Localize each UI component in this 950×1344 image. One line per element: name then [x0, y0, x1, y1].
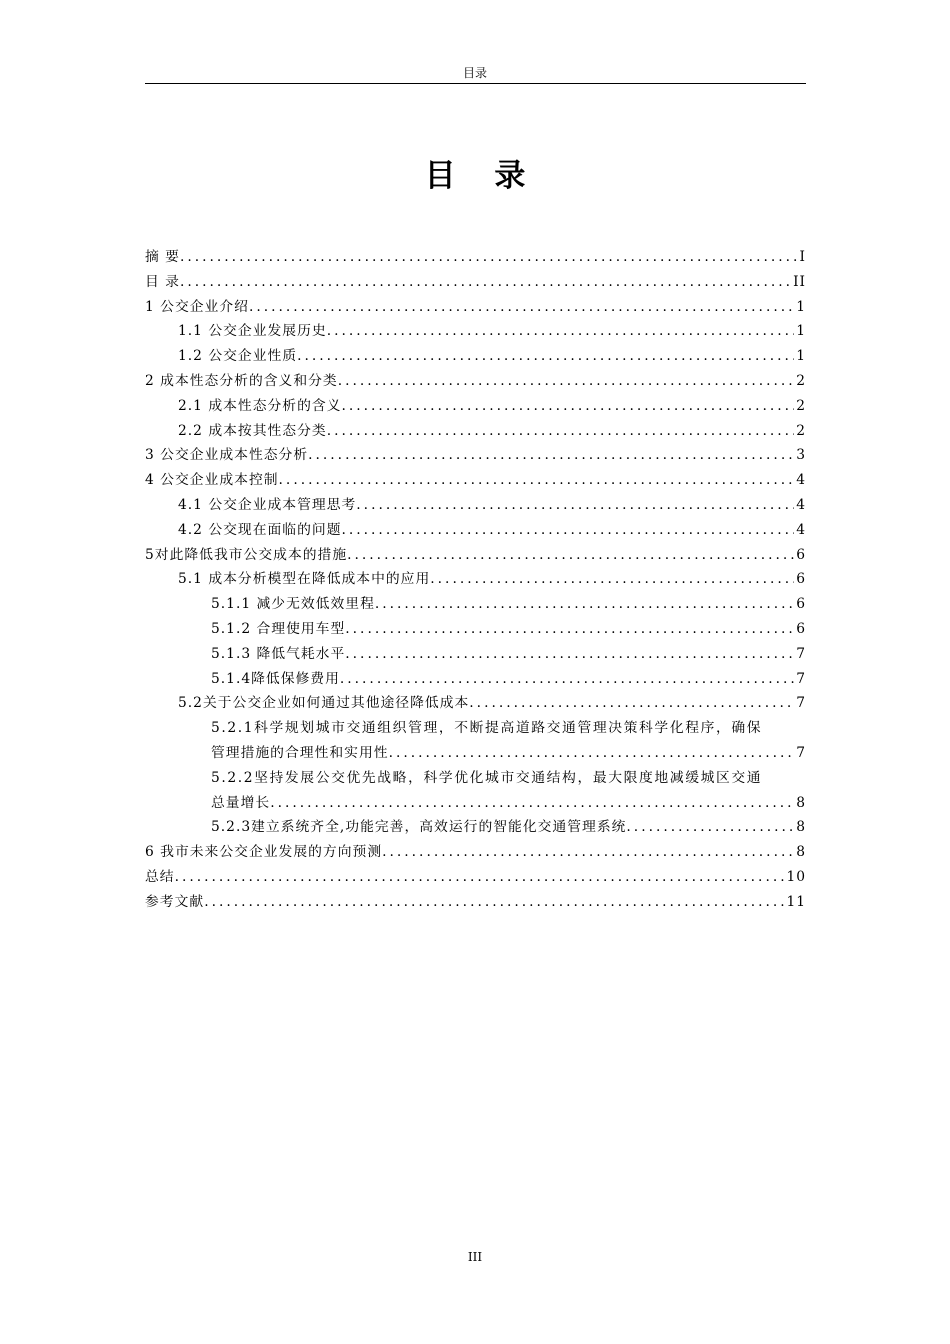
dot-leader	[327, 419, 795, 444]
toc-entry-page: 6	[796, 620, 806, 637]
dot-leader	[297, 344, 794, 369]
dot-leader	[347, 543, 794, 568]
toc-entry-page: 4	[796, 496, 806, 513]
toc-entry[interactable]	[145, 890, 806, 915]
toc-entry-label: 1.2 公交企业性质	[178, 348, 298, 365]
toc-entry-page: 3	[796, 447, 806, 464]
dot-leader	[204, 890, 784, 915]
toc-entry-page: 2	[796, 372, 806, 389]
toc-entry-label: 5.1.3 降低气耗水平	[211, 645, 346, 662]
dot-leader	[626, 815, 794, 840]
toc-entry-page: 11	[786, 893, 806, 910]
toc-entry-page: 2	[796, 422, 806, 439]
dot-leader	[249, 295, 794, 320]
page-number: III	[467, 1250, 483, 1264]
dot-leader	[469, 691, 794, 716]
toc-entry-page: 7	[796, 670, 806, 687]
toc-entry-label: 总量增长	[211, 794, 271, 811]
toc-entry[interactable]	[145, 815, 806, 840]
toc-entry[interactable]	[145, 295, 806, 320]
dot-leader	[342, 518, 795, 543]
toc-entry-label: 4.1 公交企业成本管理思考	[178, 496, 357, 513]
dot-leader	[375, 592, 794, 617]
dot-leader	[175, 865, 785, 890]
toc-entry[interactable]	[145, 840, 806, 865]
toc-entry-label: 5.1.4降低保修费用	[211, 670, 340, 687]
dot-leader	[180, 245, 798, 270]
toc-entry-label: 5.2.3建立系统齐全,功能完善，高效运行的智能化交通管理系统	[211, 819, 627, 836]
toc-entry[interactable]	[145, 319, 806, 344]
toc-entry[interactable]	[145, 419, 806, 444]
toc-entry-label: 管理措施的合理性和实用性	[211, 744, 389, 761]
toc-entry-page: 6	[796, 596, 806, 613]
toc-entry-continuation	[145, 791, 806, 816]
toc-entry[interactable]	[145, 344, 806, 369]
dot-leader	[340, 667, 794, 692]
dot-leader	[279, 468, 795, 493]
toc-entry-page: 4	[796, 472, 806, 489]
toc-entry-wrapped[interactable]	[145, 766, 806, 816]
toc-entry-page: 1	[796, 298, 806, 315]
toc-entry-label: 摘 要	[145, 249, 180, 265]
toc-entry[interactable]	[145, 443, 806, 468]
toc-entry[interactable]	[145, 369, 806, 394]
toc-entry-page: I	[799, 249, 806, 265]
header-rule	[145, 83, 806, 84]
toc-entry-page: 4	[796, 521, 806, 538]
dot-leader	[270, 791, 794, 816]
dot-leader	[180, 270, 791, 295]
toc-entry-page: 7	[796, 695, 806, 712]
toc-entry[interactable]	[145, 592, 806, 617]
table-of-contents	[145, 245, 806, 915]
toc-entry[interactable]	[145, 667, 806, 692]
toc-entry-page: 8	[796, 819, 806, 836]
toc-entry-label: 4.2 公交现在面临的问题	[178, 521, 342, 538]
toc-entry[interactable]	[145, 617, 806, 642]
running-header: 目录	[462, 66, 487, 80]
toc-entry[interactable]	[145, 865, 806, 890]
toc-entry-first-line: 5.2.1科学规划城市交通组织管理，不断提高道路交通管理决策科学化程序，确保	[211, 720, 763, 737]
toc-entry-label: 5.1.1 减少无效低效里程	[211, 596, 375, 613]
toc-entry[interactable]	[145, 245, 806, 270]
toc-entry-label: 2 成本性态分析的含义和分类	[145, 372, 338, 389]
toc-entry-page: 7	[796, 645, 806, 662]
toc-entry-label: 5对此降低我市公交成本的措施	[145, 546, 348, 563]
dot-leader	[345, 642, 794, 667]
toc-entry-page: 8	[796, 844, 806, 861]
toc-entry[interactable]	[145, 567, 806, 592]
dot-leader	[356, 493, 794, 518]
toc-entry-label: 5.2关于公交企业如何通过其他途径降低成本	[178, 695, 470, 712]
dot-leader	[338, 369, 794, 394]
toc-entry-label: 参考文献	[145, 893, 205, 910]
toc-entry-label: 2.1 成本性态分析的含义	[178, 397, 342, 414]
dot-leader	[430, 567, 794, 592]
toc-entry[interactable]	[145, 518, 806, 543]
toc-entry-label: 6 我市未来公交企业发展的方向预测	[145, 844, 383, 861]
dot-leader	[382, 840, 794, 865]
toc-entry-label: 总结	[145, 868, 175, 885]
toc-entry-label: 4 公交企业成本控制	[145, 472, 279, 489]
toc-entry-label: 5.1 成本分析模型在降低成本中的应用	[178, 571, 431, 588]
toc-entry-page: 6	[796, 571, 806, 588]
toc-entry-page: 8	[796, 794, 806, 811]
dot-leader	[327, 319, 795, 344]
toc-entry[interactable]	[145, 270, 806, 295]
toc-entry-wrapped[interactable]	[145, 716, 806, 766]
page-title: 目 录	[424, 158, 540, 194]
toc-entry-label: 目 录	[145, 273, 180, 290]
toc-entry-label: 2.2 成本按其性态分类	[178, 422, 327, 439]
toc-entry-label: 3 公交企业成本性态分析	[145, 447, 309, 464]
toc-entry[interactable]	[145, 493, 806, 518]
toc-entry[interactable]	[145, 468, 806, 493]
toc-entry-page: 2	[796, 397, 806, 414]
toc-entry-continuation	[145, 741, 806, 766]
toc-entry[interactable]	[145, 394, 806, 419]
toc-entry-page: 10	[786, 868, 806, 885]
dot-leader	[389, 741, 795, 766]
dot-leader	[308, 443, 794, 468]
toc-entry-first-line: 5.2.2坚持发展公交优先战略，科学优化城市交通结构，最大限度地减缓城区交通	[211, 769, 763, 786]
toc-entry-label: 1 公交企业介绍	[145, 298, 249, 315]
toc-entry-label: 5.1.2 合理使用车型	[211, 620, 346, 637]
toc-entry-page: II	[793, 273, 806, 290]
toc-entry-page: 6	[796, 546, 806, 563]
toc-entry-page: 1	[796, 323, 806, 340]
toc-entry[interactable]	[145, 642, 806, 667]
toc-entry[interactable]	[145, 543, 806, 568]
toc-entry-page: 7	[796, 744, 806, 761]
toc-entry-page: 1	[796, 348, 806, 365]
toc-entry[interactable]	[145, 691, 806, 716]
toc-entry-label: 1.1 公交企业发展历史	[178, 323, 327, 340]
dot-leader	[342, 394, 795, 419]
dot-leader	[345, 617, 794, 642]
